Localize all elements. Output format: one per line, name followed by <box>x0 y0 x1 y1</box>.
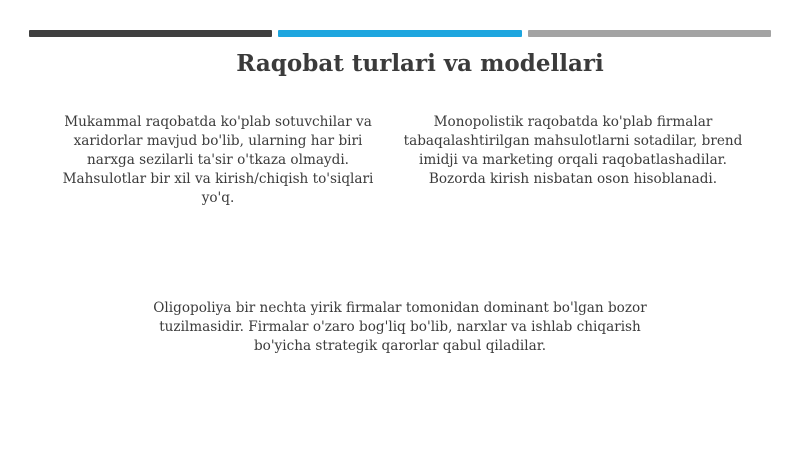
header-accent-bar-gray <box>528 30 771 37</box>
paragraph-oligopoly: Oligopoliya bir nechta yirik firmalar tomonidan dominant bo'lgan bozor tuzilmasidir. Firmalar o'zaro bog'liq bo'lib, narxlar va ishlab chiqarish bo'yicha strategik qarorlar qabul qiladilar. <box>153 300 647 354</box>
paragraph-perfect-competition: Mukammal raqobatda ko'plab sotuvchilar va xaridorlar mavjud bo'lib, ularning har biri narxga sezilarli ta'sir o'tkaza olmaydi. Mahsulotlar bir xil va kirish/chiqish to'siqlari yo'q. <box>62 114 374 206</box>
slide-title: Raqobat turlari va modellari <box>236 50 604 77</box>
paragraph-monopolistic-competition: Monopolistik raqobatda ko'plab firmalar tabaqalashtirilgan mahsulotlarni sotadilar, brend imidji va marketing orqali raqobatlashadilar. Bozorda kirish nisbatan oson hisoblanadi. <box>403 114 743 187</box>
header-accent-bar-dark <box>29 30 272 37</box>
header-accent-bar-blue <box>278 30 522 37</box>
